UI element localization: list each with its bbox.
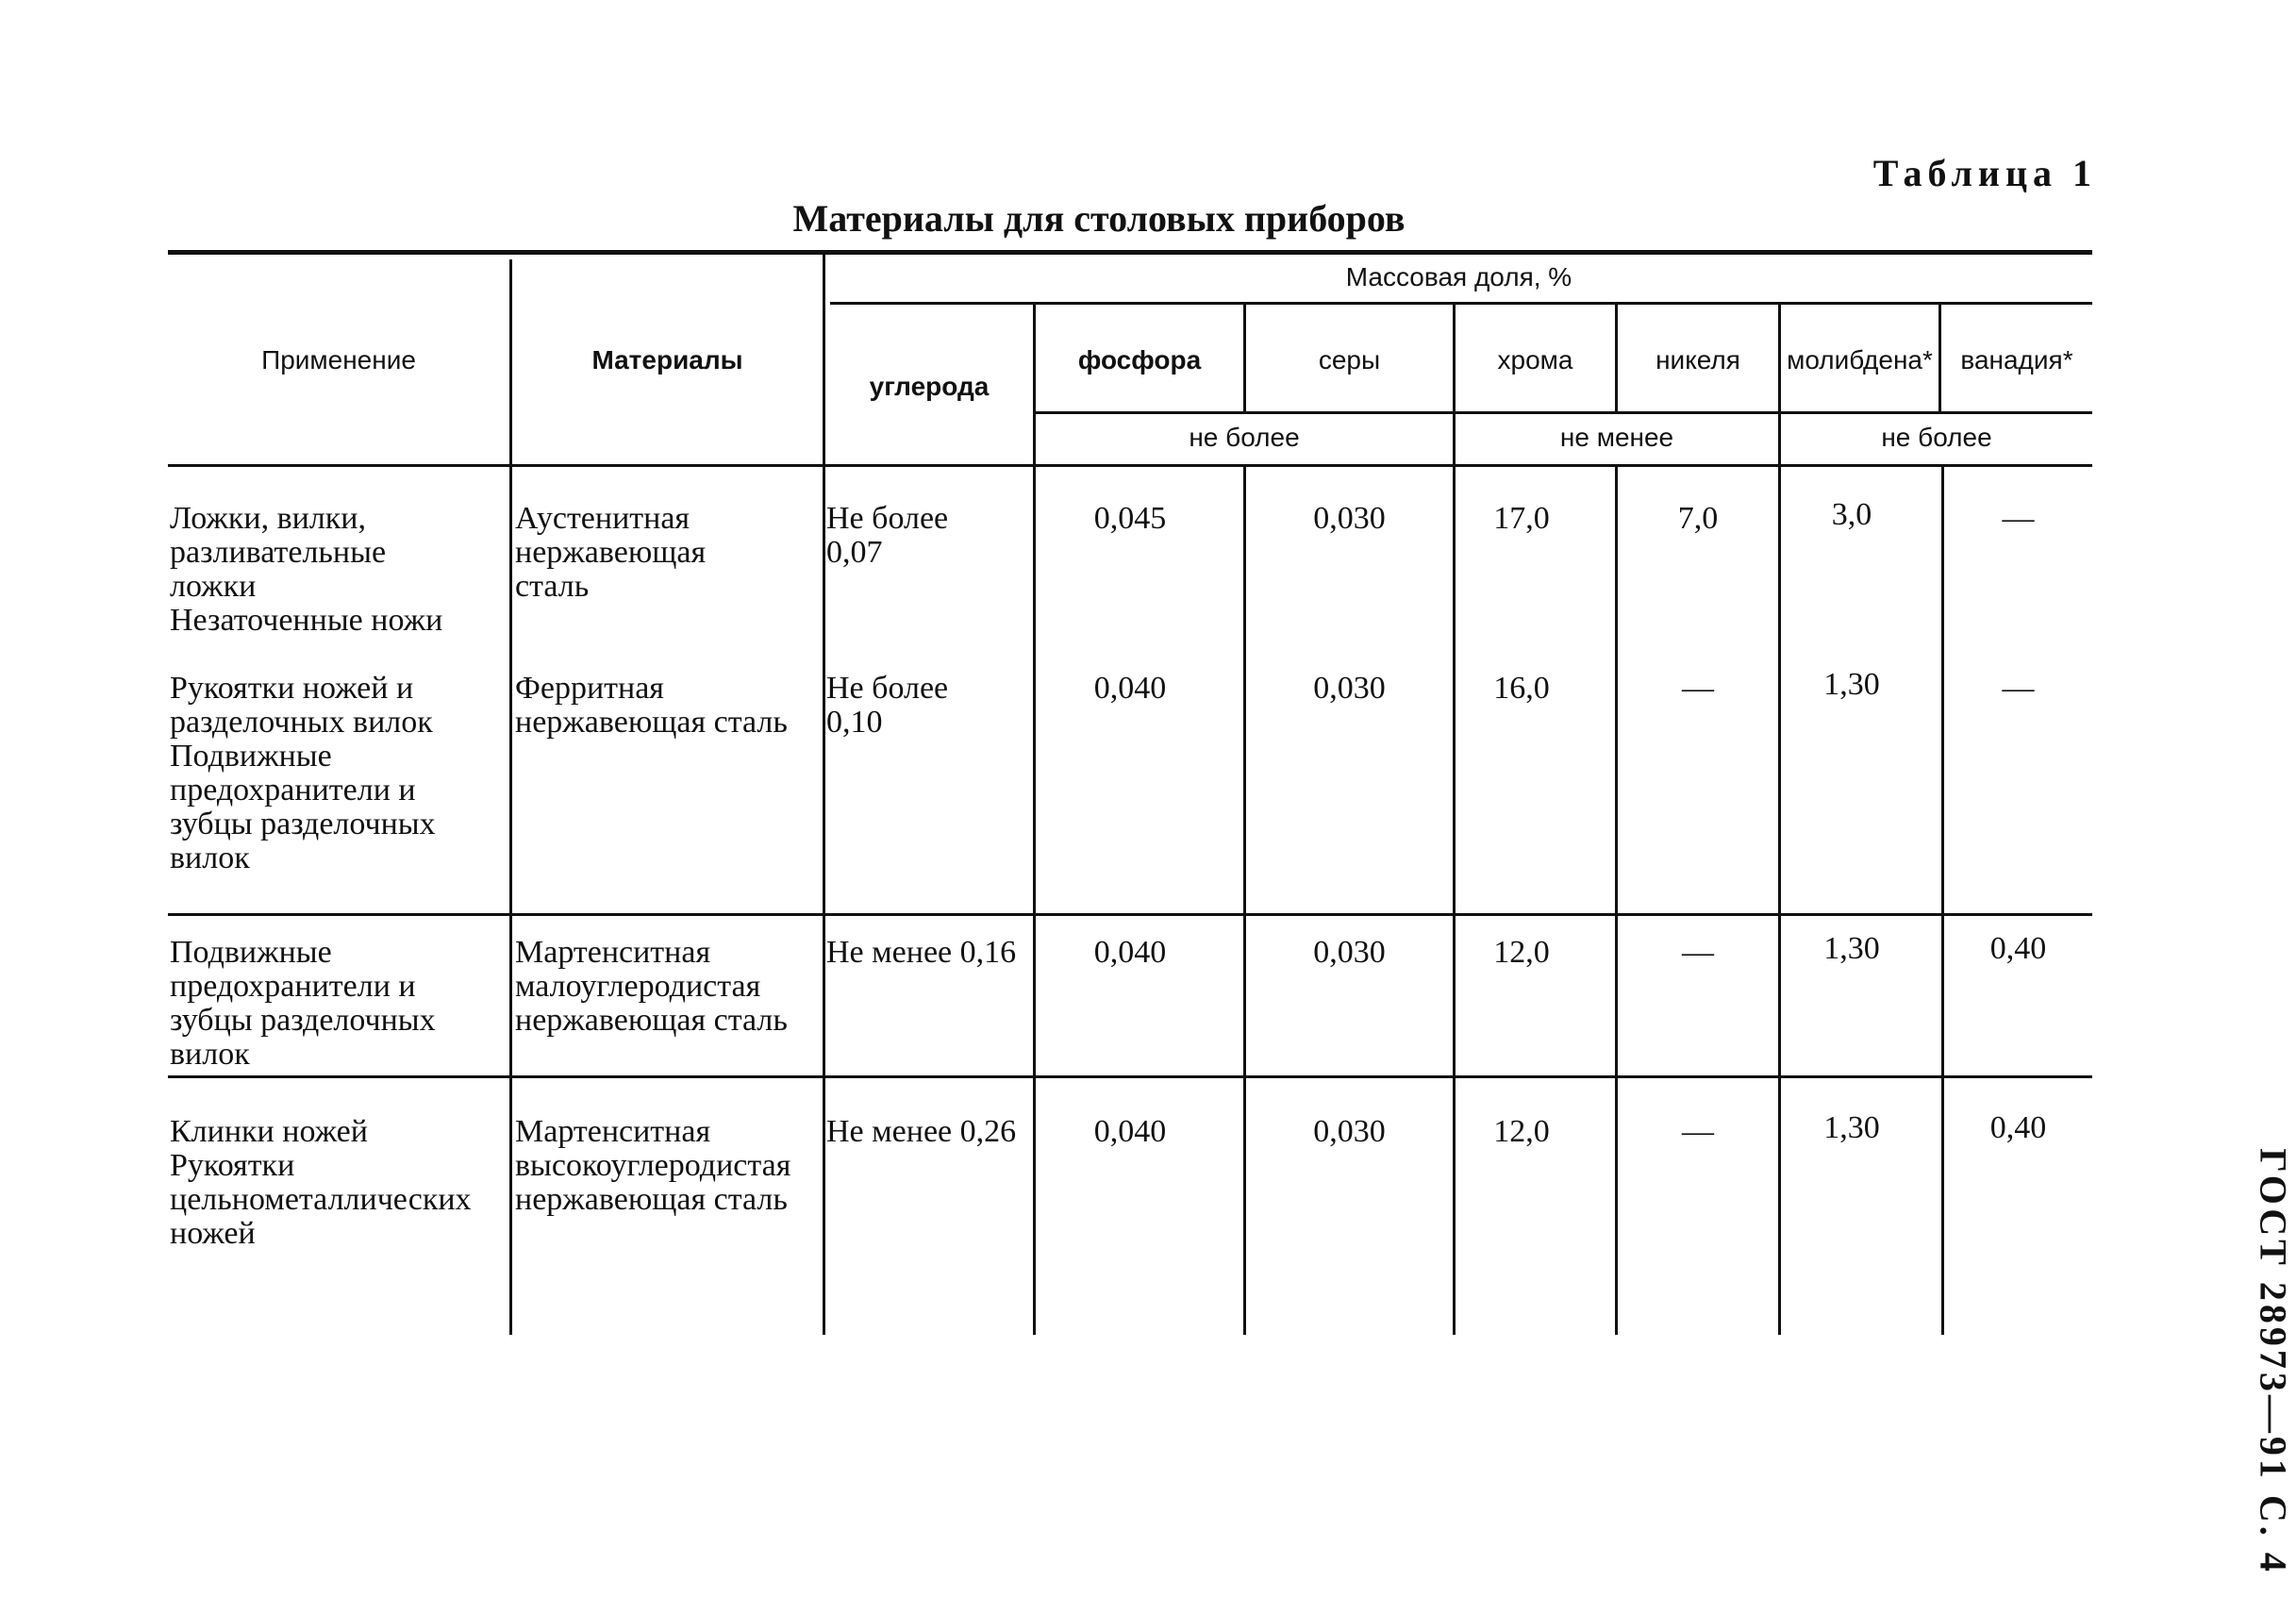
row3-material: Мартенситная малоуглеродистая нержавеющая сталь [515, 935, 788, 1038]
row2-carbon: Не более 0,10 [826, 671, 949, 740]
row3-molybdenum: 1,30 [1823, 931, 1880, 966]
col-divider-phosphorus [1033, 304, 1036, 1335]
row4-chromium: 12,0 [1493, 1114, 1550, 1149]
table-label: Таблица 1 [1872, 152, 2097, 194]
mass-fraction-rule [830, 302, 2092, 305]
row1-application: Ложки, вилки, разливательные ложки Незаточенные ножи [170, 501, 443, 638]
row3-phosphorus: 0,040 [1093, 935, 1167, 970]
row3-nickel: — [1682, 935, 1714, 970]
col-divider-materials [509, 259, 512, 1335]
row2-vanadium: — [2002, 671, 2035, 706]
header-bottom-rule [168, 464, 2092, 467]
row1-nickel: 7,0 [1677, 501, 1719, 536]
row1-material: Аустенитная нержавеющая сталь [515, 501, 707, 604]
header-not-more-1: не более [1189, 423, 1300, 452]
header-not-less: не менее [1559, 423, 1674, 452]
row-rule-2 [168, 913, 2092, 916]
header-sulfur: серы [1318, 345, 1381, 375]
header-nickel: никеля [1655, 345, 1740, 375]
col-divider-molybdenum [1778, 304, 1781, 1335]
header-chromium: хрома [1497, 345, 1573, 375]
header-phosphorus: фосфора [1077, 345, 1202, 375]
row3-vanadium: 0,40 [1989, 931, 2047, 966]
row1-phosphorus: 0,045 [1093, 501, 1167, 536]
row2-chromium: 16,0 [1493, 671, 1550, 706]
col-divider-chromium [1453, 304, 1456, 1335]
row4-carbon: Не менее 0,26 [826, 1114, 1017, 1149]
gost-side-mark: ГОСТ 28973—91 С. 4 [2252, 1148, 2295, 1575]
header-carbon: углерода [869, 372, 990, 401]
header-not-more-2: не более [1881, 423, 1992, 452]
row2-sulfur: 0,030 [1313, 671, 1386, 706]
header-molybdenum: молибдена* [1787, 345, 1933, 375]
row1-chromium: 17,0 [1493, 501, 1550, 536]
row4-sulfur: 0,030 [1313, 1114, 1386, 1149]
row3-sulfur: 0,030 [1313, 935, 1386, 970]
row3-chromium: 12,0 [1493, 935, 1550, 970]
col-divider-vanadium-body [1941, 467, 1944, 1335]
row3-application: Подвижные предохранители и зубцы разделочных вилок [170, 935, 436, 1072]
header-vanadium: ванадия* [1960, 345, 2073, 375]
col-divider-carbon [823, 253, 825, 1335]
row4-application: Клинки ножей Рукоятки цельнометаллических ножей [170, 1114, 472, 1251]
row3-carbon: Не менее 0,16 [826, 935, 1017, 970]
row2-application: Рукоятки ножей и разделочных вилок Подвижные предохранители и зубцы разделочных вилок [170, 671, 436, 875]
header-mass-fraction: Массовая доля, % [1345, 262, 1572, 291]
row1-carbon: Не более 0,07 [826, 501, 949, 570]
row2-nickel: — [1682, 671, 1714, 706]
row4-vanadium: 0,40 [1989, 1110, 2047, 1145]
col-divider-sulfur-body [1243, 467, 1246, 1335]
row4-molybdenum: 1,30 [1823, 1110, 1880, 1145]
col-divider-nickel-body [1615, 467, 1618, 1335]
header-materials: Материалы [591, 345, 743, 375]
row4-nickel: — [1682, 1114, 1714, 1149]
row1-molybdenum: 3,0 [1831, 497, 1872, 532]
row2-phosphorus: 0,040 [1093, 671, 1167, 706]
row4-phosphorus: 0,040 [1093, 1114, 1167, 1149]
subheader-rule [1033, 411, 2092, 414]
header-application: Применение [261, 345, 416, 375]
table-title: Материалы для столовых приборов [792, 197, 1406, 240]
row1-vanadium: — [2002, 501, 2035, 536]
top-rule [168, 250, 2092, 255]
row1-sulfur: 0,030 [1313, 501, 1386, 536]
row2-material: Ферритная нержавеющая сталь [515, 671, 788, 740]
row4-material: Мартенситная высокоуглеродистая нержавеющая сталь [515, 1114, 791, 1217]
row-rule-3 [168, 1075, 2092, 1078]
row2-molybdenum: 1,30 [1823, 667, 1880, 702]
